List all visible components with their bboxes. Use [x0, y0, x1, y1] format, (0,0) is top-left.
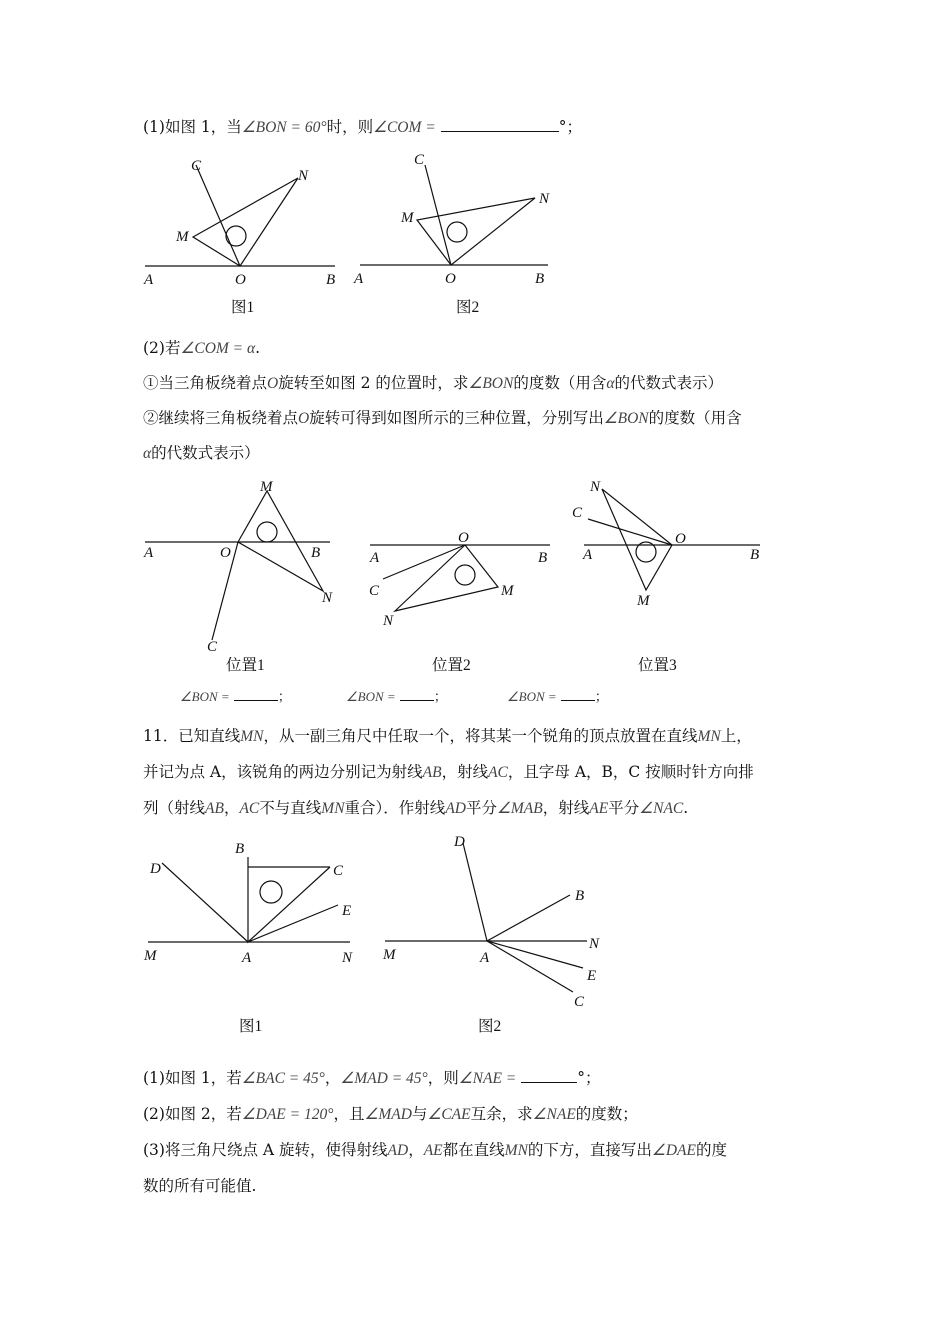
- q11-line1: [143, 726, 752, 747]
- label-m: M: [401, 210, 414, 226]
- ray-oc: [383, 545, 465, 579]
- triangle-plate: [395, 545, 498, 611]
- label-a: A: [242, 950, 252, 966]
- math-angle-nac: ∠NAC: [639, 800, 684, 817]
- math-ac: AC: [488, 764, 508, 781]
- text-run: 都在直线: [442, 1141, 505, 1159]
- ray-ad: [463, 843, 487, 941]
- label-o: O: [458, 530, 469, 546]
- math-angle-com: ∠COM =: [373, 119, 436, 136]
- text-run: ；: [594, 690, 608, 705]
- q10-part2-text: [143, 338, 260, 359]
- answer-blank[interactable]: [561, 688, 595, 701]
- label-o: O: [235, 272, 246, 288]
- math-angle-com-alpha: ∠COM = α: [180, 340, 256, 357]
- q10-sub2-text: [143, 408, 742, 429]
- text-run: ，从一副三角尺中任取一个，将其某一个锐角的顶点放置在直线: [263, 727, 698, 745]
- ray-ae: [248, 905, 338, 942]
- math-angle-nae: ∠NAE: [532, 1106, 576, 1123]
- caption-position-1: 位置1: [226, 657, 265, 674]
- label-o: O: [675, 531, 686, 547]
- plate-hole: [226, 226, 246, 246]
- math-ad: AD: [445, 800, 466, 817]
- label-e: E: [587, 968, 597, 984]
- ray-ac: [487, 941, 573, 992]
- label-b: B: [235, 841, 245, 857]
- text-run: 不与直线: [259, 799, 322, 817]
- label-m: M: [501, 583, 514, 599]
- math-angle-bon: ∠BON =: [346, 689, 396, 704]
- label-n: N: [539, 191, 550, 207]
- text-run: ，: [408, 1141, 424, 1159]
- label-n: N: [322, 590, 333, 606]
- label-a: A: [480, 950, 490, 966]
- math-angle-bon: ∠BON =: [507, 689, 557, 704]
- text-run: ，: [324, 1069, 341, 1087]
- text-run: (2)如图 2，若: [143, 1105, 242, 1123]
- ray-oc: [196, 165, 240, 266]
- ray-ab: [487, 895, 570, 941]
- label-c: C: [574, 994, 585, 1010]
- text-run: 平分: [608, 799, 640, 817]
- answer-blank[interactable]: [400, 688, 434, 701]
- label-b: B: [538, 550, 548, 566]
- label-a: A: [370, 550, 380, 566]
- math-ae: AE: [589, 800, 609, 817]
- math-angle-dae: ∠DAE: [651, 1142, 696, 1159]
- text-run: 旋转可得到如图所示的三种位置，分别写出: [309, 409, 604, 427]
- caption-q11-fig1: 图1: [239, 1018, 263, 1035]
- answer-blank[interactable]: [234, 688, 278, 701]
- math-mn: MN: [697, 728, 721, 745]
- math-alpha: α: [606, 375, 615, 392]
- label-a: A: [144, 272, 154, 288]
- label-m: M: [144, 948, 157, 964]
- math-ac: AC: [239, 800, 260, 817]
- text-run: 的度数；: [575, 1105, 638, 1123]
- math-angle-cae: ∠CAE: [427, 1106, 471, 1123]
- rays-ab-ac: [248, 857, 330, 942]
- label-n: N: [589, 936, 600, 952]
- label-a: A: [354, 271, 364, 287]
- q11-part2: [143, 1104, 638, 1125]
- text-run: 的代数式表示）: [151, 444, 260, 462]
- label-c: C: [414, 152, 425, 168]
- q10-figure-2: [350, 150, 560, 300]
- text-run: 重合）．作射线: [344, 799, 446, 817]
- triangle-plate: [417, 198, 535, 265]
- ray-oc: [425, 165, 451, 265]
- label-c: C: [191, 158, 202, 174]
- label-b: B: [535, 271, 545, 287]
- caption-q11-fig2: 图2: [478, 1018, 502, 1035]
- text-run: °；: [558, 118, 582, 136]
- math-angle-bon: ∠BON =: [180, 689, 230, 704]
- text-run: ；: [277, 690, 291, 705]
- math-angle-bon: ∠BON: [603, 410, 649, 427]
- text-run: 的代数式表示）: [614, 374, 724, 392]
- triangle-plate: [602, 489, 672, 590]
- text-run: 上，: [720, 727, 752, 745]
- math-ad: AD: [387, 1142, 409, 1159]
- text-run: 平分: [465, 799, 497, 817]
- math-angle-bon: ∠BON: [468, 375, 514, 392]
- q11-figure-2: [380, 828, 620, 1013]
- math-angle-nae: ∠NAE =: [458, 1070, 517, 1087]
- label-o: O: [220, 545, 231, 561]
- text-run: 时，则: [326, 118, 374, 136]
- text-run: (2)若: [143, 339, 181, 357]
- text-run: .: [255, 339, 261, 357]
- answer-blank[interactable]: [521, 1068, 577, 1083]
- math-angle-dae: ∠DAE = 120°: [241, 1106, 334, 1123]
- ray-ae: [487, 941, 583, 968]
- text-run: ，且: [333, 1105, 365, 1123]
- text-run: ，射线: [441, 763, 489, 781]
- text-run: (3)将三角尺绕点 A 旋转，使得射线: [143, 1141, 388, 1159]
- math-mn: MN: [240, 728, 264, 745]
- q10-part1-text: [143, 117, 582, 138]
- q11-part1: [143, 1068, 600, 1089]
- label-c: C: [369, 583, 380, 599]
- q10-figure-1: [140, 150, 350, 300]
- plate-hole: [455, 565, 475, 585]
- answer-position-1: [180, 686, 291, 705]
- math-angle-mad: ∠MAD: [364, 1106, 412, 1123]
- label-e: E: [342, 903, 352, 919]
- answer-position-3: [507, 686, 608, 705]
- math-ab: AB: [205, 800, 224, 817]
- triangle-plate: [193, 178, 298, 266]
- math-ab: AB: [422, 764, 442, 781]
- math-ae: AE: [423, 1142, 443, 1159]
- text-run: 的度: [695, 1141, 727, 1159]
- label-c: C: [572, 505, 583, 521]
- q10-position-3: [570, 475, 770, 610]
- label-d: D: [150, 861, 161, 877]
- label-n: N: [590, 479, 601, 495]
- math-angle-mab: ∠MAB: [497, 800, 543, 817]
- answer-blank[interactable]: [441, 117, 559, 132]
- q11-figure-1: [140, 833, 370, 968]
- text-run: °；: [577, 1069, 601, 1087]
- plate-hole: [447, 222, 467, 242]
- math-mn: MN: [504, 1142, 528, 1159]
- q11-line3: [143, 798, 688, 819]
- label-b: B: [326, 272, 336, 288]
- label-n: N: [383, 613, 394, 629]
- caption-position-3: 位置3: [638, 657, 677, 674]
- triangle-plate: [238, 491, 323, 591]
- q11-line2: [143, 762, 754, 783]
- ray-oc: [588, 519, 672, 545]
- text-run: ；: [433, 690, 447, 705]
- text-run: 互余，求: [470, 1105, 533, 1123]
- text-run: 旋转至如图 2 的位置时，求: [278, 374, 469, 392]
- label-n: N: [298, 168, 309, 184]
- caption-fig1: 图1: [231, 299, 255, 316]
- label-m: M: [260, 479, 273, 495]
- text-run: 11．已知直线: [143, 727, 241, 745]
- label-m: M: [176, 229, 189, 245]
- q11-part3: [143, 1140, 727, 1161]
- text-run: ，且字母 A，B，C 按顺时针方向排: [507, 763, 754, 781]
- text-run: 列（射线: [143, 799, 206, 817]
- text-run: 数的所有可能值.: [143, 1177, 257, 1195]
- plate-hole: [257, 522, 277, 542]
- caption-position-2: 位置2: [432, 657, 471, 674]
- math-angle-bac: ∠BAC = 45°: [241, 1070, 325, 1087]
- math-point-o: O: [267, 375, 279, 392]
- q10-sub1-text: [143, 373, 723, 394]
- answer-position-2: [346, 686, 447, 705]
- q10-position-2: [365, 525, 565, 635]
- plate-hole: [260, 881, 282, 903]
- label-b: B: [750, 547, 760, 563]
- text-run: 的度数（用含: [648, 409, 742, 427]
- label-m: M: [637, 593, 650, 609]
- text-run: ，射线: [542, 799, 590, 817]
- math-point-o: O: [298, 410, 310, 427]
- text-run: (1)如图 1，若: [143, 1069, 242, 1087]
- text-run: 并记为点 A，该锐角的两边分别记为射线: [143, 763, 423, 781]
- q10-position-1: [140, 475, 340, 655]
- q11-part3-cont: [143, 1176, 256, 1196]
- text-run: ②继续将三角板绕着点: [143, 409, 299, 427]
- text-run: ，则: [427, 1069, 459, 1087]
- math-mn: MN: [321, 800, 345, 817]
- text-run: 的度数（用含: [513, 374, 607, 392]
- q10-sub2-text-cont: [143, 443, 260, 464]
- text-run: ，: [223, 799, 240, 817]
- math-angle-bon: ∠BON = 60°: [241, 119, 327, 136]
- text-run: (1)如图 1，当: [143, 118, 242, 136]
- label-a: A: [583, 547, 593, 563]
- math-angle-mad: ∠MAD = 45°: [340, 1070, 428, 1087]
- text-run: .: [683, 799, 689, 817]
- math-alpha: α: [143, 445, 152, 462]
- label-b: B: [311, 545, 321, 561]
- label-b: B: [575, 888, 585, 904]
- text-run: 与: [411, 1105, 428, 1123]
- label-m: M: [383, 947, 396, 963]
- ray-ad: [162, 863, 248, 942]
- label-a: A: [144, 545, 154, 561]
- label-o: O: [445, 271, 456, 287]
- text-run: ①当三角板绕着点: [143, 374, 268, 392]
- label-n: N: [342, 950, 353, 966]
- label-c: C: [333, 863, 344, 879]
- label-d: D: [454, 834, 465, 850]
- caption-fig2: 图2: [456, 299, 480, 316]
- text-run: 的下方，直接写出: [527, 1141, 652, 1159]
- label-c: C: [207, 639, 218, 655]
